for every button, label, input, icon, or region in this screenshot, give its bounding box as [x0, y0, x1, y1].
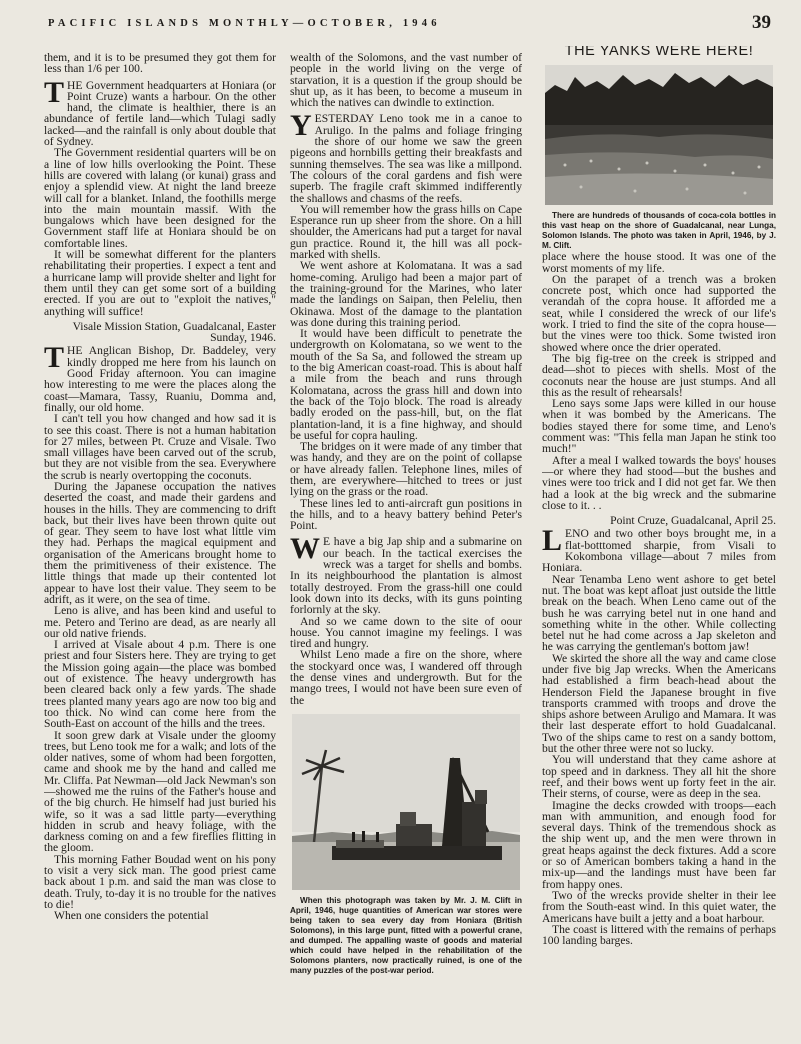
- paragraph: [290, 532, 522, 617]
- paragraph: It soon grew dark at Visale under the gloomy trees, but Leno took me for a walk; and lots of the older natives, some of whom had been forgotten, came and shook me by the hand and called me Mr. Cliffa. Pat Newman—old Jack Newman's son—showed me the ruins of the Father's house and of the big church. He himself had just buried his wife, so it was a sad little party—everything hidden in scrub and heavy foliage, with the darkness coming on and a few fireflies flitting in the gloom.: [44, 728, 276, 855]
- paragraph-text: HE Anglican Bishop, Dr. Baddeley, very kindly dropped me here from his launch on Good Friday afternoon. You can imagine how interesting to me were the places along the coast—Mamara, Tassy, Ruaniu, Domma and, finally, our old home.: [44, 344, 276, 414]
- drop-cap: T: [44, 75, 65, 109]
- column-2: [290, 52, 522, 1037]
- paragraph-text: ENO and two other boys brought me, in a flat-botttomed sharpie, from Visali to Kokombona village—about 7 miles from Honiara.: [542, 527, 776, 575]
- paragraph: Imagine the decks crowded with troops—each man with ammunition, and enough food for several days. Think of the tremendous shock as the ship went up, and the men were thrown in great heaps against the deck fixtures. Add a score or so of American bombers taking a hand in the mix-up—and the landings must have been far from happy ones.: [542, 798, 776, 891]
- paragraph: During the Japanese occupation the natives deserted the coast, and made their gardens and houses in the hills. They are commencing to drift back, but their lives have been thrown quite out of gear. They seem to have lost what little vim they had. Perhaps the magical equipment and organisation of the Americans brought home to them the primitiveness of their existence. The little things that made up their contented lot appear to have lost their value. They seem to be adrift, as it were, on the sea of time.: [44, 479, 276, 606]
- crane-punt-photo: [292, 714, 520, 890]
- paragraph: Near Tenamba Leno went ashore to get betel nut. The boat was kept afloat just outside the little break on the beach. When Leno came out of the bush he was carrying betel nut in one hand and something white in the other. While collecting betel nut he had come across a Jap skeleton and he was carrying the gentleman's bottom jaw!: [542, 572, 776, 654]
- paragraph: Whilst Leno made a fire on the shore, where the stockyard once was, I wandered off through the dense vines and undergrowth. But for the mango trees, I would not have been sure even of the: [290, 648, 522, 707]
- paragraph-text: ESTERDAY Leno took me in a canoe to Aruligo. In the palms and foliage fringing the shore of our home we saw the green pigeons and hornbills getting their breakfasts and sunning themselves. The sea was like a millpond. The colours of the coral gardens and fish were superb. The fragile craft skimmed indifferently the shallows and chasms of the reefs.: [290, 112, 522, 205]
- paragraph: After a meal I walked towards the boys' houses—or where they had stood—but the bushes and vines were too trick and I did not get far. We then had a look at the big wreck and the submarine close to it. . .: [542, 453, 776, 512]
- paragraph: We skirted the shore all the way and came close under five big Jap wrecks. When the Americans had established a firm beach-head about the Henderson Field the Japanese brought in five transports crammed with troops and drove the ships ashore between Aruligo and Mamara. It was their last desperate effort to hold Guadalcanal. Two of the ships came to rest on a sandy bottom, but the other three were not so lucky.: [542, 651, 776, 756]
- drop-cap: Y: [290, 109, 312, 143]
- paragraph: The coast is littered with the remains of perhaps 100 landing barges.: [542, 922, 776, 948]
- paragraph: wealth of the Solomons, and the vast number of people in the world living on the verge of starvation, it is a question if the group should be shut up, as it has been, to become a museum in which the natives can dwindle to extinction.: [290, 52, 522, 110]
- paragraph: You will understand that they came ashore at top speed and in darkness. They all hit the shore reef, and their bows went up forty feet in the air. Their sterns, of course, were as deep in the sea.: [542, 753, 776, 801]
- paragraph: Two of the wrecks provide shelter in their lee from the South-east wind. In this quiet water, the Americans have built a jetty and a boat harbour.: [542, 888, 776, 925]
- paragraph: On the parapet of a trench was a broken concrete post, which once had supported the verandah of the copra house. It afforded me a seat, while I considered the wreck of our life's work. I tried to find the site of the copra house—but the vines were too thick. Some twisted iron showed where once the drier operated.: [542, 272, 776, 354]
- paragraph: [44, 341, 276, 414]
- photo-title: THE YANKS WERE HERE!: [564, 46, 754, 59]
- paragraph: [44, 75, 276, 149]
- dateline: Visale Mission Station, Guadalcanal, Easter Sunday, 1946.: [72, 319, 276, 345]
- paragraph: Leno says some Japs were killed in our house when it was bombed by the Americans. The bodies stayed there for some time, and Leno's comment was: "This fella man Japan he stink too much!": [542, 397, 776, 456]
- paragraph: them, and it is to be presumed they got them for less than 1/6 per 100.: [44, 52, 276, 76]
- column-1: [44, 52, 276, 1037]
- paragraph: I can't tell you how changed and how sad it is to see this coast. There is not a human habitation for 27 miles, between Pt. Cruze and Visale. Two small villages have been carved out of the scrub, but they are not visible from the sea. Everywhere the scrub is nearly overtopping the coconuts.: [44, 412, 276, 482]
- paragraph: It will be somewhat different for the planters rehabilitating their properties. I expect a tent and a hurricane lamp will provide shelter and light for them until they can get some sort of a building erected. If you are out to "exploit the natives," anything will suffice!: [44, 248, 276, 318]
- paragraph: [290, 109, 522, 205]
- paragraph: place where the house stood. It was one of the worst moments of my life.: [542, 250, 776, 275]
- paragraph: The Government residential quarters will be on a line of low hills overlooking the Point. These hills are covered with lalang (or kunai) grass and enjoy a splendid view. At night the land breeze will call for a blanket. Inland, the foothills merge into the main mountain massif. With the bungalows which have been designed for the Government staff life at Honiara should be on comfortable lines.: [44, 146, 276, 250]
- paragraph-text: HE Government headquarters at Honiara (or Point Cruze) wants a harbour. On the other hand, the climate is healthier, there is an abundance of fertile land—which Tulagi sadly lacked—and the rainfall is only about double that of Sydney.: [44, 78, 276, 149]
- dateline: Point Cruze, Guadalcanal, April 25.: [610, 514, 776, 528]
- paragraph-text: E have a big Jap ship and a submarine on our beach. In the tactical exercises the wreck was a target for shells and bombs. In its neighbourhood the plantation is almost totally destroyed. From the grass-hill one could look down into its decks, with its guns pointing forlornly at the sky.: [290, 535, 522, 617]
- paragraph: [542, 524, 776, 575]
- paragraph: And so we came down to the site of oour house. You cannot imagine my feelings. I was tired and hungry.: [290, 614, 522, 651]
- page-number: 39: [752, 12, 771, 33]
- paragraph: This morning Father Boudad went on his pony to visit a very sick man. The good priest came back about 1 p.m. and said the man was close to death. Truly, to-day it is no trouble for the natives to die!: [44, 852, 276, 911]
- drop-cap: L: [542, 524, 563, 558]
- paragraph: When one considers the potential: [54, 909, 209, 923]
- drop-cap: T: [44, 341, 65, 375]
- paragraph: Leno is alive, and has been kind and useful to me. Petero and Terino are dead, as are nearly all our old native friends.: [44, 604, 276, 640]
- paragraph: It would have been difficult to penetrate the undergrowth on Kolomatana, so we went to the mouth of the Sa Sa, and followed the stream up to the big American coast-road. This is about half a mile from the beach and runs through Kolomatana, across the grass hill and down into the back of the Tojo block. The road is already badly eroded on the pass-hill, but, on the flat plantation-land, it is a fine highway, and should be useful for copra hauling.: [290, 327, 522, 442]
- paragraph: The big fig-tree on the creek is stripped and dead—shot to pieces with shells. Most of the coconuts near the house are just stumps. And all this as the result of rehearsals!: [542, 351, 776, 399]
- paragraph: You will remember how the grass hills on Cape Esperance run up sheer from the shore. On a hill shoulder, the Americans had put a target for naval gun practice. Round it, the hill was all pock-marked with shells.: [290, 202, 522, 262]
- photo-caption: When this photograph was taken by Mr. J. M. Clift in April, 1946, huge quantities of American war stores were being taken to sea every day from Honiara (British Solomons), in this large punt, fitted with a powerful crane, and dumped. The appalling waste of goods and material which could have helped in the rehabilitation of the Solomons planters, now practically ruined, is one of the many puzzles of the post-war period.: [290, 895, 522, 975]
- running-head: PACIFIC ISLANDS MONTHLY—OCTOBER, 1946: [48, 18, 441, 29]
- paragraph: We went ashore at Kolomatana. It was a sad home-coming. Aruligo had been a major part of the training-ground for the Marines, who later made the landings on Saipan, then Peleliu, then Okinawa. Most of the damage to the plantation was done during this training period.: [290, 259, 522, 329]
- column-3: [542, 46, 776, 1031]
- paragraph: The bridges on it were made of any timber that was handy, and they are on the point of collapse or have already fallen. Telephone lines, miles of them, are everywhere—hitched to trees or just lying on the grass or the road.: [290, 440, 522, 499]
- paragraph: These lines led to anti-aircraft gun positions in the hills, and to a heavy battery behind Peter's Point.: [290, 496, 522, 533]
- drop-cap: W: [290, 532, 320, 566]
- paragraph: I arrived at Visale about 4 p.m. There is one priest and four Sisters here. They are trying to get the Mission going again—the place was bombed out of existence. The heavy undergrowth has been cleared back only a few yards. The shade trees planted many years ago are now too big and too thick. No wind can come here from the South-East on account of the hills and the trees.: [44, 638, 276, 731]
- photo-caption: There are hundreds of thousands of coca-cola bottles in this vast heap on the shore of Guadalcanal, near Lunga, Solomon Islands. The photo was taken in April, 1946, by J. M. Clift.: [542, 211, 776, 251]
- bottle-heap-photo: [545, 65, 773, 205]
